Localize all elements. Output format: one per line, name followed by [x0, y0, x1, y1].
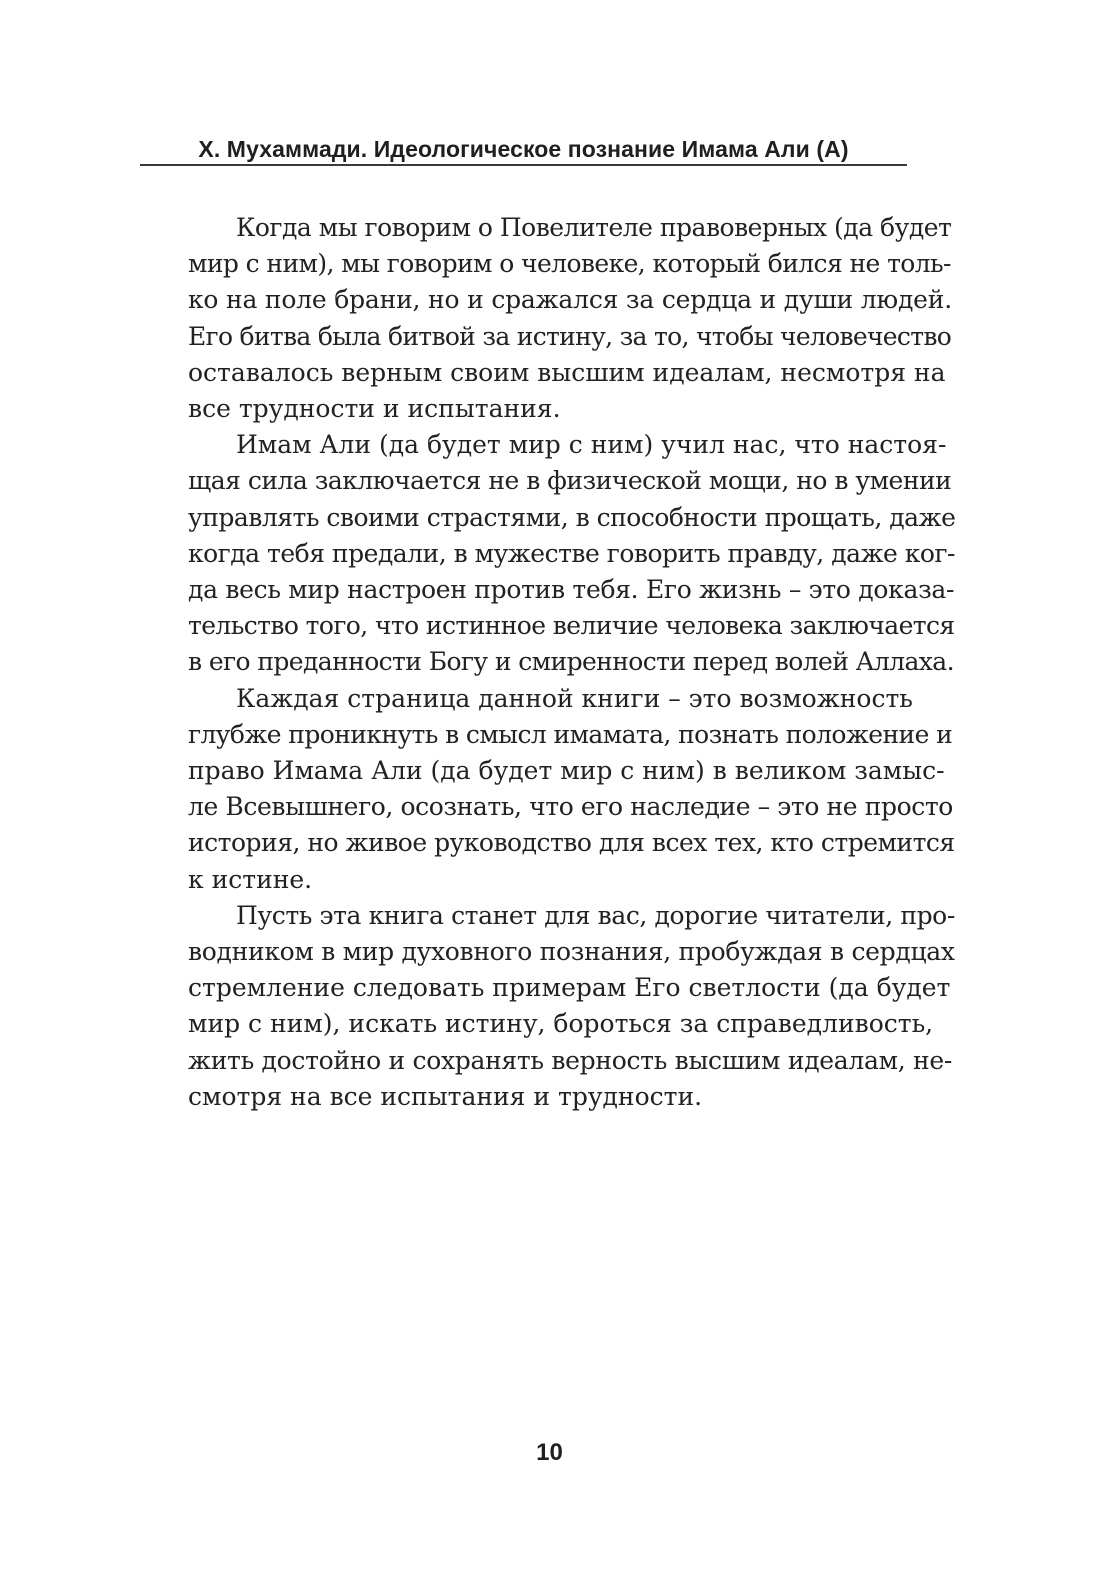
text-line: Когда мы говорим о Повелителе правоверных (да будет [236, 213, 952, 242]
text-line: да весь мир настроен против тебя. Его жизнь – это доказа- [188, 575, 955, 605]
text-line: мир с ним), мы говорим о человеке, который бился не толь- [188, 249, 951, 279]
text-line: когда тебя предали, в мужестве говорить правду, даже ког- [188, 538, 955, 568]
header-rule [140, 164, 907, 166]
text-line: стремление следовать примерам Его светлости (да будет [188, 973, 951, 1003]
text-line: мир с ним), искать истину, бороться за справедливость, [188, 1009, 934, 1039]
text-line: тельство того, что истинное величие человека заключается [188, 611, 955, 641]
text-line: право Имама Али (да будет мир с ним) в великом замыс- [188, 756, 945, 786]
text-line: управлять своими страстями, в способности прощать, даже [188, 502, 956, 532]
text-line: водником в мир духовного познания, пробуждая в сердцах [188, 937, 955, 967]
text-line: Пусть эта книга станет для вас, дорогие читатели, про- [236, 900, 955, 930]
text-line: все трудности и испытания. [188, 394, 561, 424]
page-number: 10 [536, 1439, 563, 1466]
text-line: ко на поле брани, но и сражался за сердца и души людей. [188, 285, 952, 315]
paragraph-3 [140, 681, 955, 898]
text-line: Его битва была битвой за истину, за то, чтобы человечество [188, 321, 952, 351]
body-text [140, 210, 956, 1115]
running-title: Х. Мухаммади. Идеологическое познание Имама Али (А) [198, 136, 849, 162]
text-line: жить достойно и сохранять верность высшим идеалам, не- [188, 1045, 953, 1075]
text-line: смотря на все испытания и трудности. [188, 1081, 703, 1111]
text-line: к истине. [188, 864, 313, 894]
text-line: Каждая страница данной книги – это возможность [236, 683, 913, 713]
text-line: глубже проникнуть в смысл имамата, познать положение и [188, 719, 953, 749]
text-line: Имам Али (да будет мир с ним) учил нас, что настоя- [236, 430, 947, 460]
text-line: щая сила заключается не в физической мощи, но в умении [188, 466, 952, 496]
paragraph-1 [140, 210, 952, 427]
paragraph-2 [140, 427, 956, 680]
text-line: ле Всевышнего, осознать, что его наследие – это не просто [188, 792, 953, 822]
text-line: история, но живое руководство для всех тех, кто стремится [188, 828, 955, 858]
text-line: оставалось верным своим высшим идеалам, несмотря на [188, 357, 946, 387]
text-line: в его преданности Богу и смиренности перед волей Аллаха. [188, 647, 954, 677]
paragraph-4 [140, 898, 955, 1115]
